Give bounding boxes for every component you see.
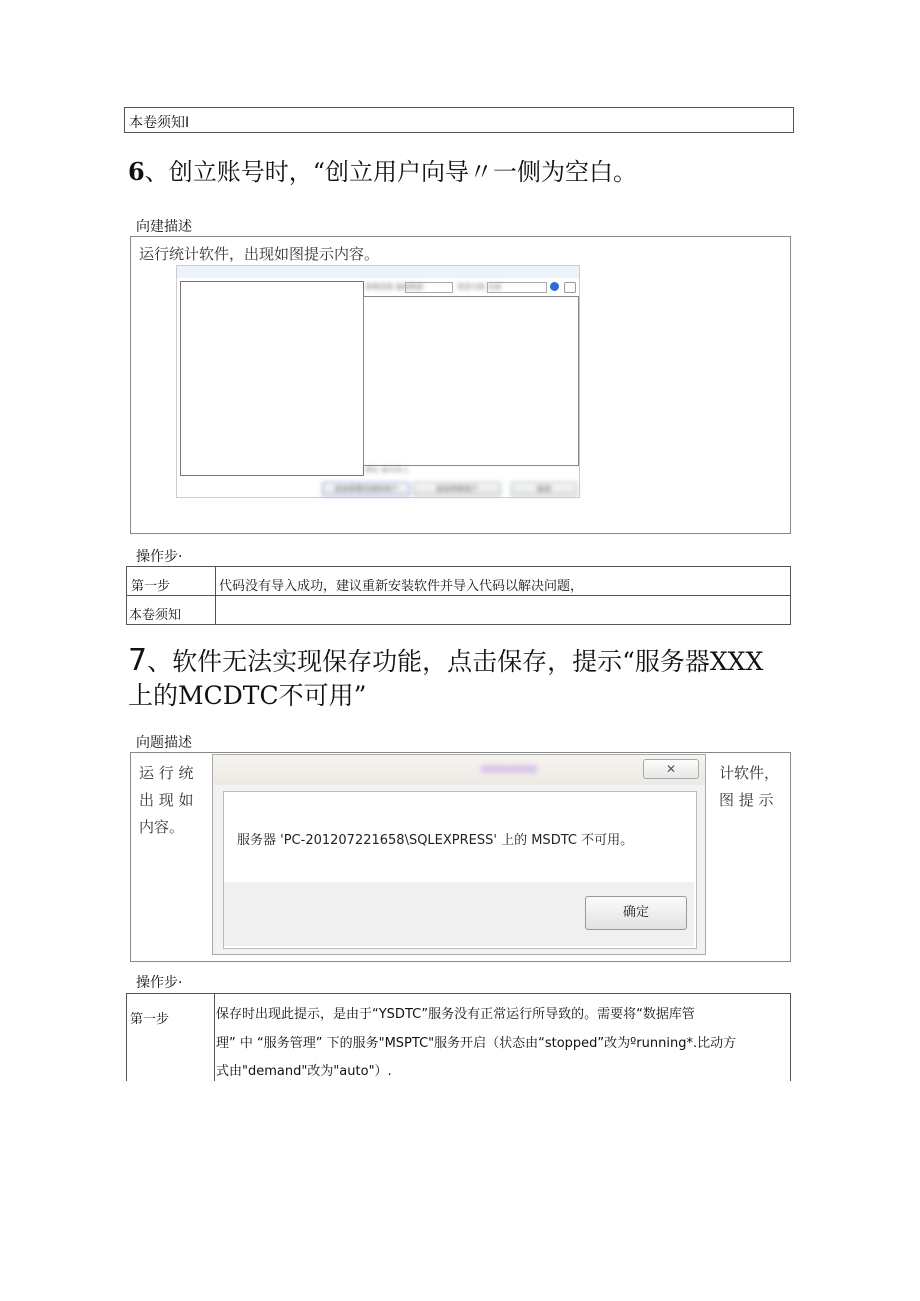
left-text-line1: 运 行 统 xyxy=(139,764,194,782)
section-7-steps-label: 操作步· xyxy=(136,975,183,991)
section-7-heading-line1 xyxy=(128,642,763,678)
section-6-heading xyxy=(128,152,637,187)
section-7-title-line2: 上的MCDTC不可用” xyxy=(128,681,367,710)
section-7-title-line1: 、软件无法实现保存功能，点击保存，提示“服务器XXX xyxy=(147,647,764,676)
section-6-steps-label: 操作步· xyxy=(136,549,183,565)
section-7-row1-line1: 保存时出现此提示，是由于“YSDTC”服务没有正常运行所导致的。需要将“数据库管 xyxy=(216,1007,695,1022)
toolbar-select-b[interactable] xyxy=(487,282,547,293)
section-6-desc-text: 运行统计软件，出现如图提示内容。 xyxy=(139,245,380,263)
ok-button[interactable]: 确定 xyxy=(585,896,687,930)
right-text-line2: 图 提 示 xyxy=(719,791,774,809)
table-top-border xyxy=(126,993,791,994)
notice-label: 本卷须知I xyxy=(129,115,190,131)
dialog-body xyxy=(223,791,697,949)
table-divider xyxy=(214,993,215,1081)
table-right-border xyxy=(790,993,791,1081)
toolbar-select-a[interactable] xyxy=(405,282,453,293)
section-6-title: 、创立账号时，“创立用户向导〃一侧为空白。 xyxy=(144,158,637,186)
close-button[interactable] xyxy=(643,759,699,779)
section-6-row1-label: 第一步 xyxy=(131,579,171,594)
right-panel xyxy=(363,296,579,466)
section-6-number: 6 xyxy=(128,157,145,186)
section-7-row1-label: 第一步 xyxy=(130,1012,170,1027)
cancel-button[interactable]: 取消 xyxy=(511,482,577,496)
section-6-row2-label: 本卷须知 xyxy=(129,608,182,623)
notice-box xyxy=(124,107,794,133)
table-row-divider xyxy=(127,595,790,596)
table-left-border xyxy=(126,993,127,1081)
left-text-line3: 内容。 xyxy=(139,818,185,836)
section-7-row1-line2: 理” 中 “服务管理” 下的服务"MSPTC"服务开启（状态由“stopped”改为ºrunning*.比动方 xyxy=(216,1036,737,1051)
section-7-row1-line3: 式由"demand"改为"auto"）. xyxy=(216,1064,392,1079)
toolbar-text-a: 管理范围 基础数据 xyxy=(365,283,424,291)
right-text-line1: 计软件， xyxy=(719,764,780,782)
section-6-row1-text: 代码没有导入成功，建议重新安装软件并导入代码以解决问题， xyxy=(219,579,584,594)
close-icon: ✕ xyxy=(665,762,677,776)
add-admin-user-button[interactable]: 添加管理员授权用户 xyxy=(322,482,410,496)
section-6-desc-label: 向建描述 xyxy=(136,219,192,235)
toolbar-text-b: 类型分组 全部 xyxy=(457,283,502,291)
dialog-title-blur xyxy=(481,765,537,773)
user-wizard-screenshot xyxy=(176,265,580,498)
left-panel xyxy=(180,281,364,476)
left-text-line2: 出 现 如 xyxy=(139,791,194,809)
section-7-steps-table xyxy=(126,993,791,1081)
refresh-icon[interactable] xyxy=(564,282,576,293)
section-7-number: 7 xyxy=(128,643,148,678)
dialog-titlebar xyxy=(213,755,705,785)
dialog-message: 服务器 'PC-201207221658\SQLEXPRESS' 上的 MSDTC 不可用。 xyxy=(237,833,634,848)
screenshot-titlebar xyxy=(177,266,579,278)
add-audit-user-button[interactable]: 添加审核用户 xyxy=(413,482,501,496)
footer-text: 单位 部分员工 xyxy=(365,466,410,474)
msdtc-dialog xyxy=(212,754,706,955)
section-7-desc-label: 向题描述 xyxy=(136,735,192,751)
section-6-steps-table xyxy=(126,566,791,625)
info-icon[interactable] xyxy=(550,282,559,291)
